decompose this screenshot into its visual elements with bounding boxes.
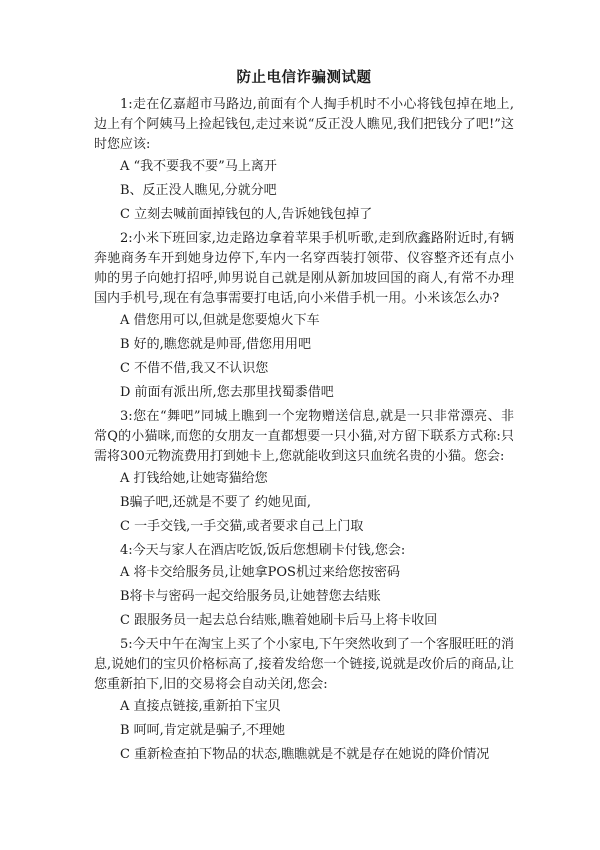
option-c: C 重新检查拍下物品的状态,瞧瞧就是不就是存在她说的降价情况 [120, 747, 490, 762]
option-a: A 将卡交给服务员,让她拿POS机过来给您按密码 [120, 565, 400, 580]
question-1 [94, 95, 514, 225]
question-text: 3:您在“舞吧”同城上瞧到一个宠物赠送信息,就是一只非常漂亮、非常Q的小猫咪,而您的女朋友一直都想要一只小猫,对方留下联系方式称:只需将300元物流费用打到她卡上,您就能收到这只血统名贵的小猫。您会: [94, 409, 514, 464]
question-5 [94, 635, 514, 765]
option-b: B 呵呵,肯定就是骗子,不理她 [120, 723, 285, 738]
option-b: B 好的,瞧您就是帅哥,借您用用吧 [120, 337, 311, 352]
option-b: B将卡与密码一起交给服务员,让她替您去结账 [120, 589, 381, 604]
option-c: C 不借不借,我又不认识您 [120, 361, 269, 376]
option-b: B骗子吧,还就是不要了 约她见面, [120, 495, 311, 510]
option-a: A 直接点链接,重新拍下宝贝 [120, 699, 281, 714]
option-d: D 前面有派出所,您去那里找蜀黍借吧 [120, 385, 334, 400]
question-2 [94, 229, 514, 403]
question-text: 2:小米下班回家,边走路边拿着苹果手机听歌,走到欣鑫路附近时,有辆奔驰商务车开到她身边停下,车内一名穿西装打领带、仪容整齐还有点小帅的男子向她打招呼,帅男说自己就是刚从新加坡回国的商人,有常不办理国内手机号,现在有急事需要打电话,向小米借手机一用。小米该怎么办? [94, 231, 514, 306]
option-c: C 跟服务员一起去总台结账,瞧着她刷卡后马上将卡收回 [120, 613, 438, 628]
question-text: 4:今天与家人在酒店吃饭,饭后您想刷卡付钱,您会: [120, 543, 406, 558]
option-a: A “我不要我不要”马上离开 [120, 159, 277, 174]
option-c: C 立刻去喊前面掉钱包的人,告诉她钱包掉了 [120, 207, 373, 222]
document-title: 防止电信诈骗测试题 [236, 69, 372, 86]
question-3 [94, 407, 514, 537]
option-a: A 打钱给她,让她寄猫给您 [120, 471, 268, 486]
option-a: A 借您用可以,但就是您要熄火下车 [120, 313, 320, 328]
question-4 [94, 541, 514, 631]
option-b: B、反正没人瞧见,分就分吧 [120, 183, 277, 198]
question-text: 5:今天中午在淘宝上买了个小家电,下午突然收到了一个客服旺旺的消息,说她们的宝贝价格标高了,接着发给您一个链接,说就是改价后的商品,让您重新拍下,旧的交易将会自动关闭,您会: [94, 637, 514, 692]
document-page [94, 68, 514, 769]
question-text: 1:走在亿嘉超市马路边,前面有个人掏手机时不小心将钱包掉在地上,边上有个阿姨马上捡起钱包,走过来说“反正没人瞧见,我们把钱分了吧!”这时您应该: [94, 97, 514, 152]
option-c: C 一手交钱,一手交猫,或者要求自己上门取 [120, 519, 364, 534]
